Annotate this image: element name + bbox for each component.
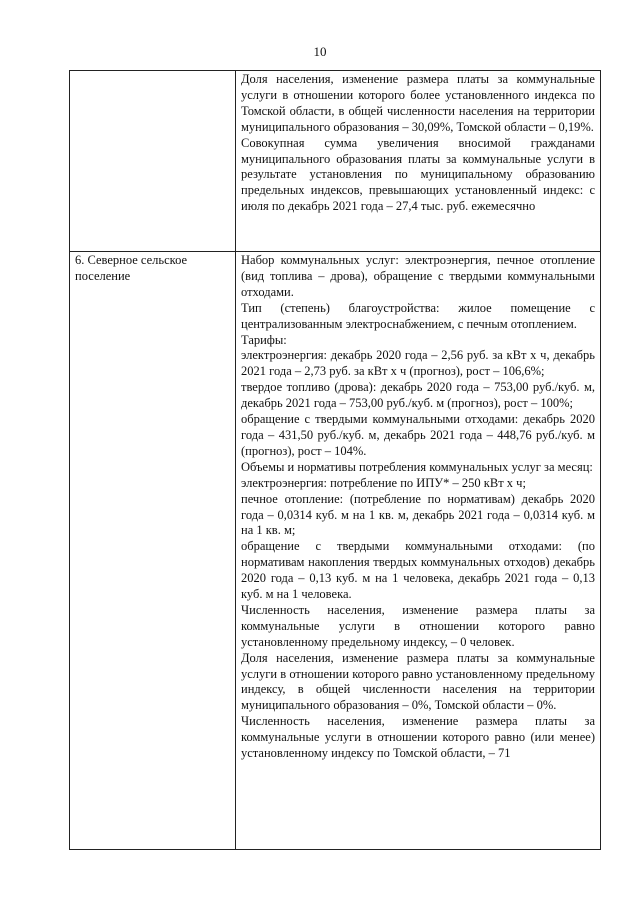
description-paragraph: Объемы и нормативы потребления коммунальных услуг за месяц:: [241, 459, 593, 474]
description-cell: [236, 252, 601, 850]
description-paragraph: печное отопление: (потребление по нормативам) декабрь 2020 года – 0,0314 куб. м на 1 кв. м, декабрь 2021 года – 0,0314 куб. м на 1 кв. м;: [241, 491, 595, 538]
description-paragraph: электроэнергия: потребление по ИПУ* – 250 кВт х ч;: [241, 475, 526, 490]
description-paragraph: Доля населения, изменение размера платы за коммунальные услуги в отношении которого равно установленному предельному индексу, в общей численности населения на территории муниципального образования – 0%, Томской области – 0%.: [241, 650, 595, 713]
settlement-name-cell: 6. Северное сельское поселение: [70, 252, 236, 850]
description-paragraph: обращение с твердыми коммунальными отходами: декабрь 2020 года – 431,50 руб./куб. м, декабрь 2021 года – 448,76 руб./куб. м (прогноз), рост – 104%.: [241, 412, 595, 458]
description-paragraph: Набор коммунальных услуг: электроэнергия, печное отопление (вид топлива – дрова), обращение с твердыми коммунальными отходами.: [241, 253, 595, 299]
description-paragraph: Численность населения, изменение размера платы за коммунальные услуги в отношении которого равно установленному предельному индексу, – 0 человек.: [241, 602, 595, 649]
description-paragraph: Совокупная сумма увеличения вносимой гражданами муниципального образования платы за коммунальные услуги в результате установления по муниципальному образованию предельных индексов, превышающих установленный индекс: с июля по декабрь 2021 года – 27,4 тыс. руб. ежемесячно: [241, 135, 595, 214]
page-number: 10: [313, 44, 327, 59]
description-paragraph: обращение с твердыми коммунальными отходами: (по нормативам накопления твердых коммунальных отходов) декабрь 2020 года – 0,13 куб. м на 1 человека, декабрь 2021 года – 0,13 куб. м на 1 человека.: [241, 539, 595, 602]
description-paragraph: Тарифы:: [241, 332, 287, 347]
table-row: [70, 252, 601, 850]
description-paragraph: твердое топливо (дрова): декабрь 2020 года – 753,00 руб./куб. м, декабрь 2021 года – 753,00 руб./куб. м (прогноз), рост – 100%;: [241, 380, 595, 411]
description-paragraph: Тип (степень) благоустройства: жилое помещение с централизованным электроснабжением, с печным отоплением.: [241, 300, 595, 331]
description-paragraph: Численность населения, изменение размера платы за коммунальные услуги в отношении которого равно (или менее) установленному индексу по Томской области, – 71: [241, 714, 595, 761]
description-cell: [236, 71, 601, 252]
table-row: [70, 71, 601, 252]
description-paragraph: электроэнергия: декабрь 2020 года – 2,56 руб. за кВт х ч, декабрь 2021 года – 2,73 руб. за кВт х ч (прогноз), рост – 106,6%;: [241, 348, 595, 379]
document-table: [69, 70, 601, 850]
description-paragraph: Доля населения, изменение размера платы за коммунальные услуги в отношении которого более установленного индекса по Томской области, в общей численности населения на территории муниципального образования – 30,09%, Томской области – 0,19%.: [241, 72, 595, 134]
settlement-name-cell: [70, 71, 236, 252]
